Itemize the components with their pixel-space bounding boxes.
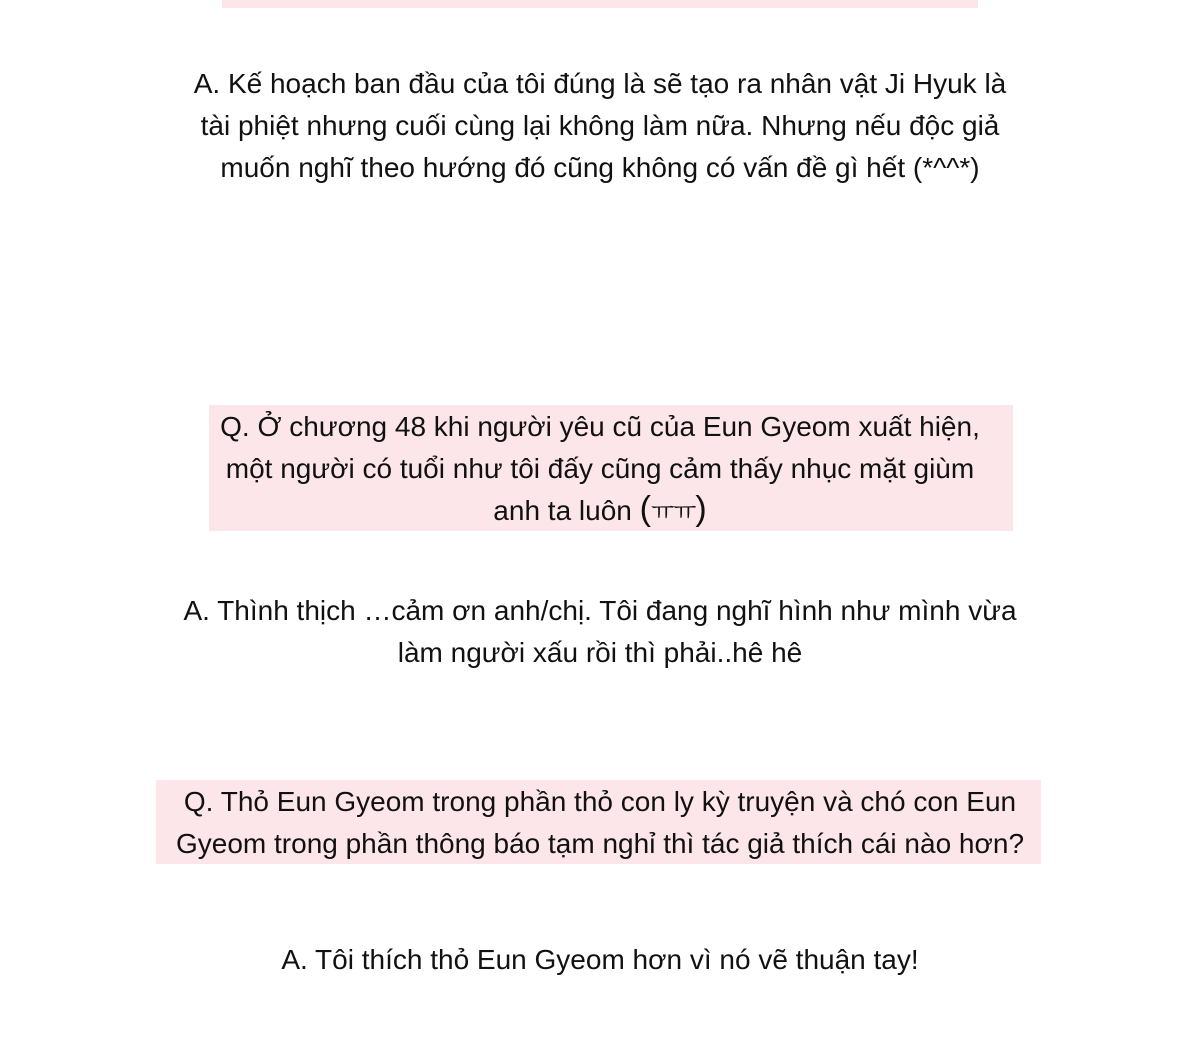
- answer-1: [0, 63, 1200, 189]
- question-3: [0, 781, 1200, 865]
- question-2-line-2: một người có tuổi như tôi đấy cũng cảm thấy nhục mặt giùm: [225, 453, 975, 484]
- answer-3-line-1: A. Tôi thích thỏ Eun Gyeom hơn vì nó vẽ thuận tay!: [281, 944, 919, 975]
- question-2-line-1: Q. Ở chương 48 khi người yêu cũ của Eun Gyeom xuất hiện,: [220, 411, 980, 442]
- question-2-line-3-text: anh ta luôn: [493, 495, 632, 526]
- question-2: [0, 406, 1200, 534]
- answer-2-line-2: làm người xấu rồi thì phải..hê hê: [397, 637, 803, 668]
- question-3-line-2: Gyeom trong phần thông báo tạm nghỉ thì tác giả thích cái nào hơn?: [175, 828, 1025, 859]
- answer-1-line-2: tài phiệt nhưng cuối cùng lại không làm nữa. Nhưng nếu độc giả: [200, 110, 1000, 141]
- question-3-line-1: Q. Thỏ Eun Gyeom trong phần thỏ con ly kỳ truyện và chó con Eun: [183, 786, 1017, 817]
- answer-1-line-3: muốn nghĩ theo hướng đó cũng không có vấn đề gì hết (*^^*): [220, 152, 980, 183]
- answer-1-line-1: A. Kế hoạch ban đầu của tôi đúng là sẽ tạo ra nhân vật Ji Hyuk là: [193, 68, 1007, 99]
- crying-emoticon: (ㅠㅠ): [639, 490, 707, 528]
- answer-2: [0, 590, 1200, 674]
- previous-question-highlight: [222, 0, 978, 8]
- answer-2-line-1: A. Thình thịch …cảm ơn anh/chị. Tôi đang nghĩ hình như mình vừa: [183, 595, 1017, 626]
- question-2-line-3: [0, 490, 1200, 534]
- answer-3: [0, 939, 1200, 981]
